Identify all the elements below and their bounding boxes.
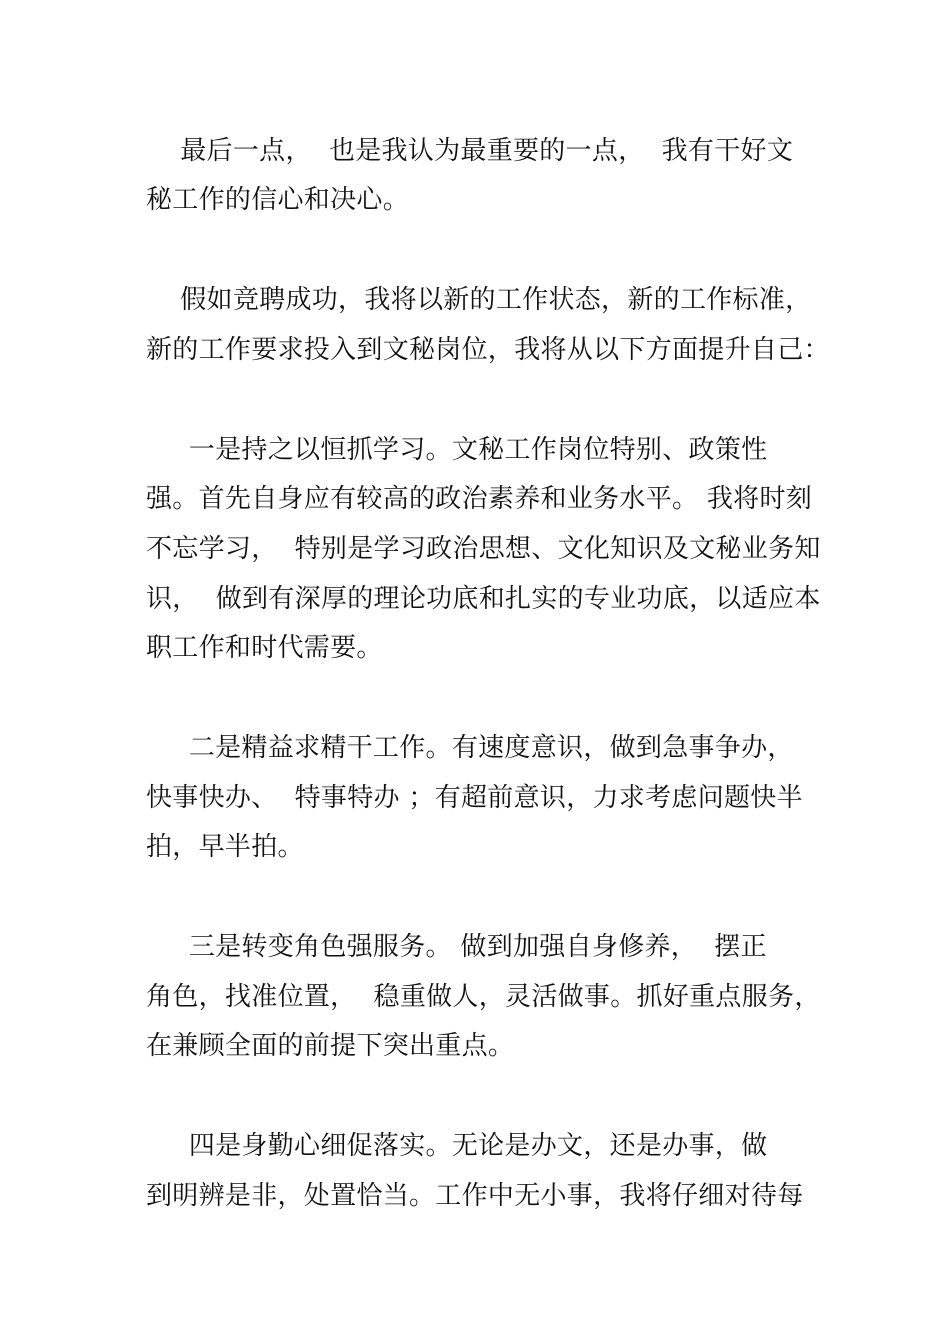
paragraph-5-line-1: 三是转变角色强服务。 做到加强自身修养， 摆正 <box>146 932 767 962</box>
paragraph-4-line-3: 拍，早半拍。 <box>146 832 304 862</box>
paragraph-6-line-2: 到明辨是非，处置恰当。工作中无小事，我将仔细对待每 <box>146 1181 804 1211</box>
paragraph-5-line-2: 角色，找准位置， 稳重做人，灵活做事。抓好重点服务， <box>146 982 821 1012</box>
paragraph-2-line-2: 新的工作要求投入到文秘岗位，我将从以下方面提升自己： <box>146 335 830 365</box>
paragraph-3-line-4: 识， 做到有深厚的理论功底和扎实的专业功底，以适应本 <box>146 584 821 614</box>
paragraph-1-line-1: 最后一点， 也是我认为最重要的一点， 我有干好文 <box>146 136 794 166</box>
paragraph-6-line-1: 四是身勤心细促落实。无论是办文，还是办事，做 <box>146 1131 768 1161</box>
paragraph-5-line-3: 在兼顾全面的前提下突出重点。 <box>146 1031 515 1061</box>
paragraph-3-line-5: 职工作和时代需要。 <box>146 633 383 663</box>
paragraph-4-line-1: 二是精益求精干工作。有速度意识，做到急事争办， <box>146 733 794 763</box>
paragraph-1-line-2: 秘工作的信心和决心。 <box>146 185 410 215</box>
paragraph-2-line-1: 假如竞聘成功，我将以新的工作状态，新的工作标准， <box>146 285 812 315</box>
paragraph-3-line-2: 强。首先自身应有较高的政治素养和业务水平。 我将时刻 <box>146 484 813 514</box>
paragraph-3-line-3: 不忘学习， 特别是学习政治思想、文化知识及文秘业务知 <box>146 534 821 564</box>
paragraph-4-line-2: 快事快办、 特事特办 ；有超前意识，力求考虑问题快半 <box>146 783 803 813</box>
paragraph-3-line-1: 一是持之以恒抓学习。文秘工作岗位特别、政策性 <box>146 435 768 465</box>
